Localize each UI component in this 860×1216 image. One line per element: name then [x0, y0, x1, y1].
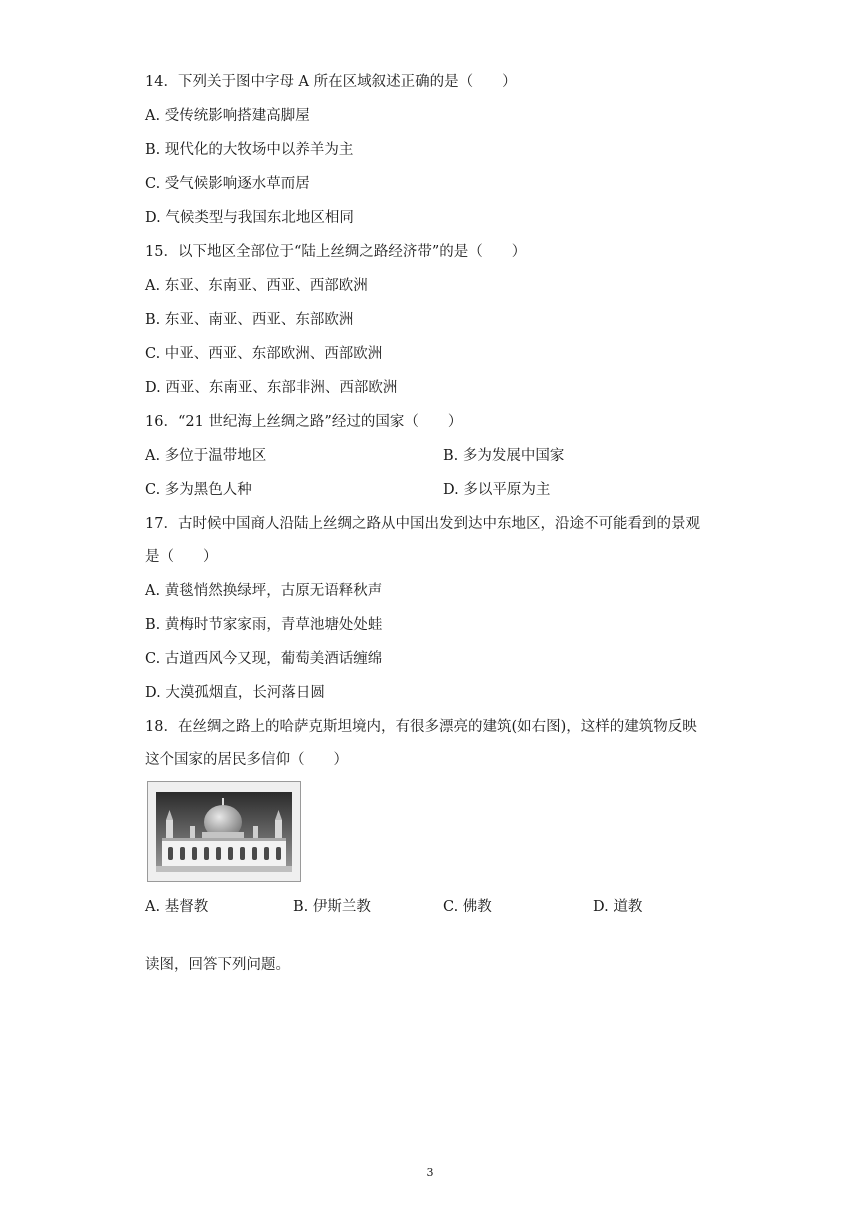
q16-option-d: D. 多以平原为主 — [443, 482, 551, 498]
q16-option-a: A. 多位于温带地区 — [145, 448, 267, 464]
q18-option-d: D. 道教 — [593, 899, 643, 915]
q18-option-c: C. 佛教 — [443, 899, 492, 915]
q16-option-c: C. 多为黑色人种 — [145, 482, 252, 498]
q17-option-c: C. 古道西风今又现，葡萄美酒话缠绵 — [145, 651, 383, 667]
q15-option-d: D. 西亚、东南亚、东部非洲、西部欧洲 — [145, 380, 398, 396]
q15-stem: 15．以下地区全部位于“陆上丝绸之路经济带”的是（ ） — [145, 244, 527, 260]
page-number: 3 — [426, 1166, 434, 1179]
q14-option-c: C. 受气候影响逐水草而居 — [145, 176, 310, 192]
q17-option-d: D. 大漠孤烟直，长河落日圆 — [145, 685, 325, 701]
q15-option-b: B. 东亚、南亚、西亚、东部欧洲 — [145, 312, 354, 328]
q17-stem-line2: 是（ ） — [145, 549, 218, 565]
q18-option-b: B. 伊斯兰教 — [293, 899, 371, 915]
q15-option-c: C. 中亚、西亚、东部欧洲、西部欧洲 — [145, 346, 383, 362]
q14-stem: 14．下列关于图中字母 A 所在区域叙述正确的是（ ） — [145, 74, 517, 90]
q17-option-b: B. 黄梅时节家家雨，青草池塘处处蛙 — [145, 617, 383, 633]
q17-stem-line1: 17．古时候中国商人沿陆上丝绸之路从中国出发到达中东地区，沿途不可能看到的景观 — [145, 516, 700, 532]
q18-stem-line1: 18．在丝绸之路上的哈萨克斯坦境内，有很多漂亮的建筑(如右图)，这样的建筑物反映 — [145, 719, 697, 735]
reading-instruction: 读图，回答下列问题。 — [145, 957, 290, 973]
q17-option-a: A. 黄毯悄然换绿坪，古原无语释秋声 — [145, 583, 383, 599]
q18-option-a: A. 基督教 — [145, 899, 209, 915]
q14-option-d: D. 气候类型与我国东北地区相同 — [145, 210, 354, 226]
q14-option-a: A. 受传统影响搭建高脚屋 — [145, 108, 310, 124]
mosque-photo — [147, 781, 301, 882]
mosque-illustration — [156, 792, 292, 872]
q15-option-a: A. 东亚、东南亚、西亚、西部欧洲 — [145, 278, 368, 294]
q14-option-b: B. 现代化的大牧场中以养羊为主 — [145, 142, 354, 158]
q16-stem: 16．“21 世纪海上丝绸之路”经过的国家（ ） — [145, 414, 463, 430]
q16-option-b: B. 多为发展中国家 — [443, 448, 565, 464]
q18-stem-line2: 这个国家的居民多信仰（ ） — [145, 752, 348, 768]
